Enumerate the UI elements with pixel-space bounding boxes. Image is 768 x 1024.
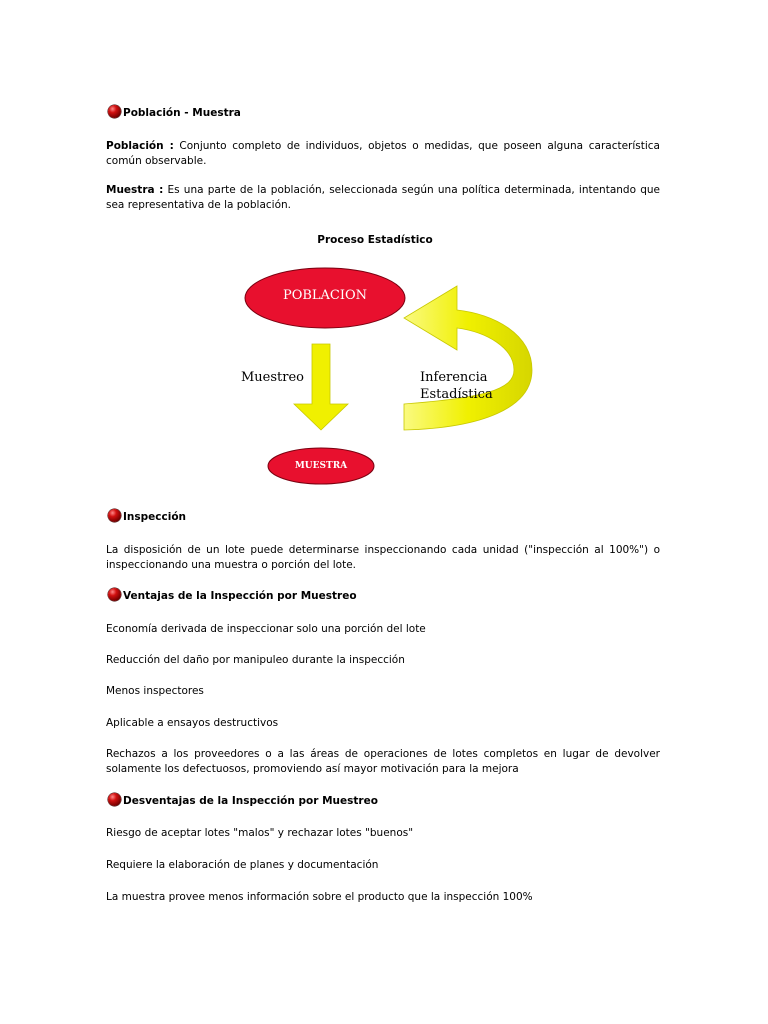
poblacion-label: POBLACION <box>282 288 368 303</box>
ventajas-item: Reducción del daño por manipuleo durante la inspección <box>106 654 405 666</box>
heading-text: Población - Muestra <box>123 107 241 119</box>
ventajas-item: Economía derivada de inspeccionar solo una porción del lote <box>106 623 426 635</box>
poblacion-definition <box>106 139 660 169</box>
inspeccion-text: La disposición de un lote puede determinarse inspeccionando cada unidad ("inspección al 100%") o inspeccionando una muestra o porción del lote. <box>106 544 660 571</box>
red-ball-bullet-icon <box>108 793 121 806</box>
heading-ventajas <box>108 589 357 604</box>
inferencia-arrow-icon <box>404 286 532 430</box>
proceso-estadistico-diagram <box>232 258 542 490</box>
ventajas-item: Aplicable a ensayos destructivos <box>106 717 279 729</box>
red-ball-bullet-icon <box>108 509 121 522</box>
desventajas-item: La muestra provee menos información sobre el producto que la inspección 100% <box>106 891 533 903</box>
inferencia-label-line-2: Estadística <box>420 387 493 402</box>
poblacion-term: Población : <box>106 140 174 152</box>
red-ball-bullet-icon <box>108 588 121 601</box>
muestra-definition <box>106 183 660 213</box>
muestreo-arrow-icon <box>294 344 348 430</box>
heading-text: Desventajas de la Inspección por Muestreo <box>123 795 378 807</box>
poblacion-text: Conjunto completo de individuos, objetos o medidas, que poseen alguna característica común observable. <box>106 140 660 167</box>
inferencia-label <box>420 369 493 403</box>
muestreo-label: Muestreo <box>241 370 305 385</box>
ventajas-item: Menos inspectores <box>106 685 204 697</box>
heading-text: Inspección <box>123 511 187 523</box>
diagram-title: Proceso Estadístico <box>317 234 433 246</box>
muestra-label: MUESTRA <box>294 461 348 471</box>
desventajas-item: Requiere la elaboración de planes y documentación <box>106 859 379 871</box>
desventajas-item: Riesgo de aceptar lotes "malos" y rechazar lotes "buenos" <box>106 827 414 839</box>
heading-desventajas <box>108 794 378 809</box>
heading-text: Ventajas de la Inspección por Muestreo <box>123 590 357 602</box>
red-ball-bullet-icon <box>108 105 121 118</box>
ventajas-item: Rechazos a los proveedores o a las áreas de operaciones de lotes completos en lugar de devolver solamente los defectuosos, promoviendo así mayor motivación para la mejora <box>106 748 660 775</box>
muestra-term: Muestra : <box>106 184 164 196</box>
heading-poblacion-muestra <box>108 106 241 121</box>
muestra-text: Es una parte de la población, seleccionada según una política determinada, intentando que sea representativa de la población. <box>106 184 660 211</box>
inferencia-label-line-1: Inferencia <box>420 370 488 385</box>
heading-inspeccion <box>108 510 186 525</box>
